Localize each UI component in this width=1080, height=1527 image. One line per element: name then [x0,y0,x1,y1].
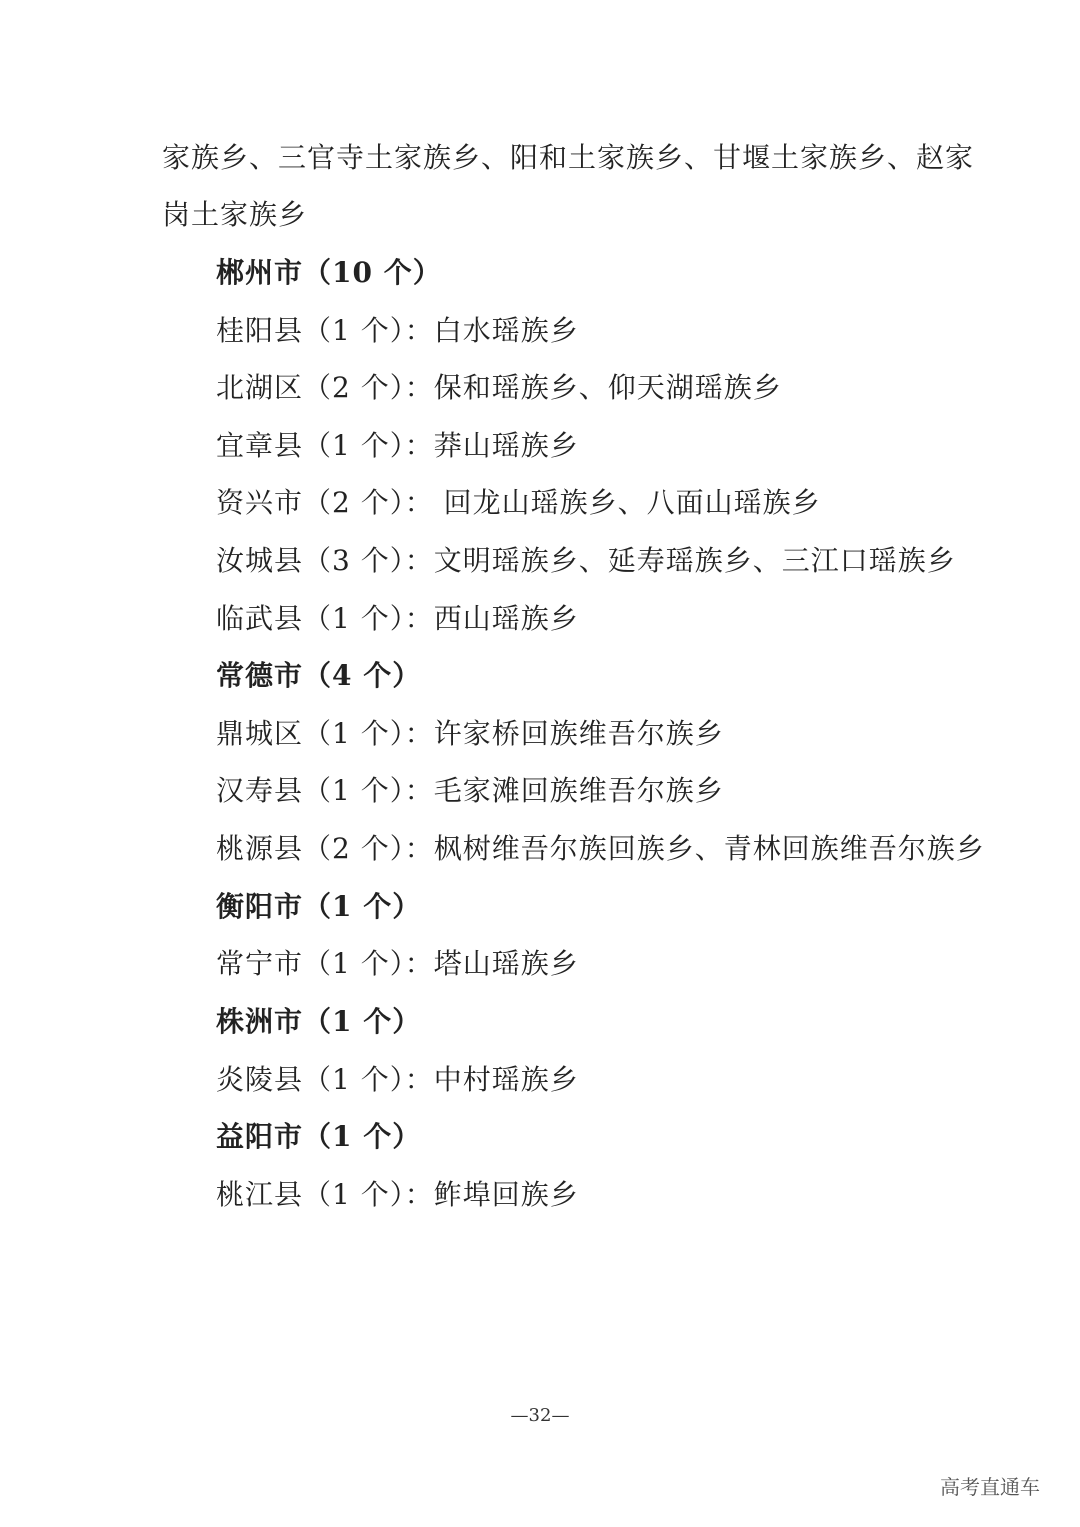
county-entry-dingcheng: 鼎城区（1 个）：许家桥回族维吾尔族乡 [216,717,724,750]
county-entry-taoyuan: 桃源县（2 个）：枫树维吾尔族回族乡、青林回族维吾尔族乡 [216,832,985,865]
watermark-text: 高考直通车 [940,1475,1040,1499]
city-heading-yiyang: 益阳市（1 个） [216,1120,422,1153]
continuation-line-2: 岗土家族乡 [162,198,308,231]
county-entry-zixing: 资兴市（2 个）： 回龙山瑶族乡、八面山瑶族乡 [216,486,821,519]
county-entry-yizhang: 宜章县（1 个）：莽山瑶族乡 [216,429,579,462]
county-entry-taojiang: 桃江县（1 个）：鲊埠回族乡 [216,1178,579,1211]
county-entry-hanshou: 汉寿县（1 个）：毛家滩回族维吾尔族乡 [216,774,724,807]
page-number: —32— [510,1405,570,1426]
city-heading-zhuzhou: 株洲市（1 个） [216,1005,422,1038]
city-heading-changde: 常德市（4 个） [216,659,422,692]
city-heading-chenzhou: 郴州市（10 个） [216,256,442,289]
county-entry-rucheng: 汝城县（3 个）：文明瑶族乡、延寿瑶族乡、三江口瑶族乡 [216,544,956,577]
county-entry-changning: 常宁市（1 个）：塔山瑶族乡 [216,947,579,980]
city-heading-hengyang: 衡阳市（1 个） [216,890,422,923]
county-entry-linwu: 临武县（1 个）：西山瑶族乡 [216,602,579,635]
county-entry-guiyang: 桂阳县（1 个）：白水瑶族乡 [216,314,579,347]
continuation-line-1: 家族乡、三官寺土家族乡、阳和土家族乡、甘堰土家族乡、赵家 [162,141,975,174]
county-entry-beihu: 北湖区（2 个）：保和瑶族乡、仰天湖瑶族乡 [216,371,782,404]
county-entry-yanling: 炎陵县（1 个）：中村瑶族乡 [216,1063,579,1096]
